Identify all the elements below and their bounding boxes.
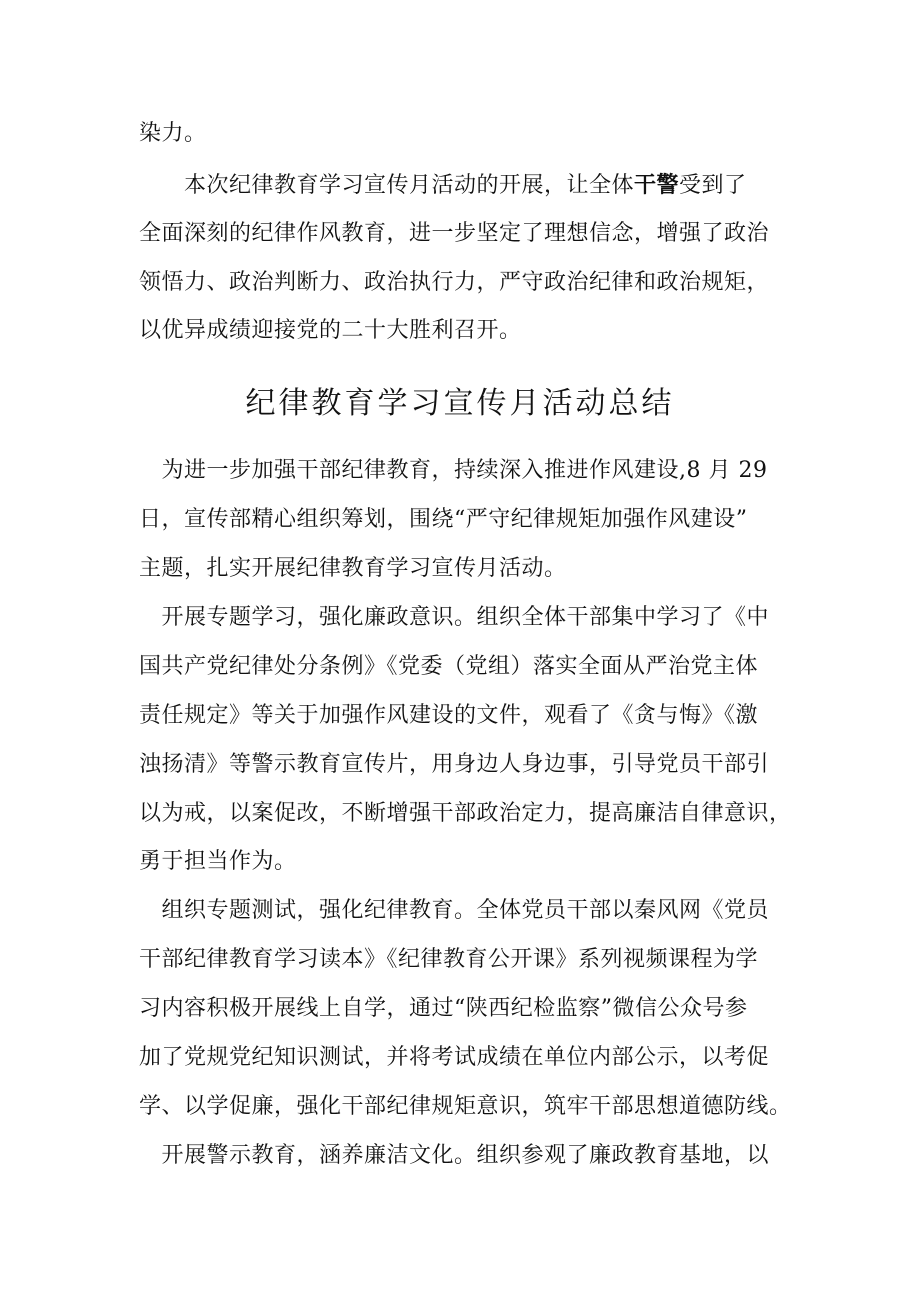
text-line: 加了党规党纪知识测试，并将考试成绩在单位内部公示，以考促 <box>139 1045 770 1070</box>
text-line: 勇于担当作为。 <box>139 849 297 874</box>
emphasis-text: 干警 <box>634 172 680 198</box>
text-line: 染力。 <box>139 121 207 146</box>
text-line: 以为戒，以案促改，不断增强干部政治定力，提高廉洁自律意识， <box>139 801 792 826</box>
text-line: 主题，扎实开展纪律教育学习宣传月活动。 <box>139 556 567 581</box>
text-line: 国共产党纪律处分条例》《党委（党组）落实全面从严治党主体 <box>139 654 759 679</box>
text-line: 领悟力、政治判断力、政治执行力，严守政治纪律和政治规矩， <box>139 270 770 295</box>
section-title: 纪律教育学习宣传月活动总结 <box>245 386 675 421</box>
text-line <box>139 170 799 201</box>
text-line: 组织专题测试，强化纪律教育。全体党员干部以秦风网《党员 <box>139 898 770 923</box>
text-segment: 本次纪律教育学习宣传月活动的开展，让全体 <box>139 173 635 198</box>
text-line: 责任规定》等关于加强作风建设的文件，观看了《贪与悔》《激 <box>139 703 759 728</box>
text-line: 开展专题学习，强化廉政意识。组织全体干部集中学习了《中 <box>139 605 770 630</box>
text-segment: 受到了 <box>679 173 747 198</box>
text-line: 以优异成绩迎接党的二十大胜利召开。 <box>139 318 522 343</box>
text-line: 学、以学促廉，强化干部纪律规矩意识，筑牢干部思想道德防线。 <box>139 1094 792 1119</box>
text-line: 全面深刻的纪律作风教育，进一步坚定了理想信念，增强了政治 <box>139 221 770 246</box>
text-line: 开展警示教育，涵养廉洁文化。组织参观了廉政教育基地，以 <box>139 1143 770 1168</box>
text-line: 日，宣传部精心组织筹划，围绕“严守纪律规矩加强作风建设” <box>139 507 748 532</box>
text-line: 为进一步加强干部纪律教育，持续深入推进作风建设,8 月 29 <box>139 458 768 483</box>
text-line: 干部纪律教育学习读本》《纪律教育公开课》系列视频课程为学 <box>139 947 759 972</box>
text-line: 浊扬清》等警示教育宣传片，用身边人身边事，引导党员干部引 <box>139 752 770 777</box>
text-line: 习内容积极开展线上自学，通过“陕西纪检监察”微信公众号参 <box>139 996 748 1021</box>
